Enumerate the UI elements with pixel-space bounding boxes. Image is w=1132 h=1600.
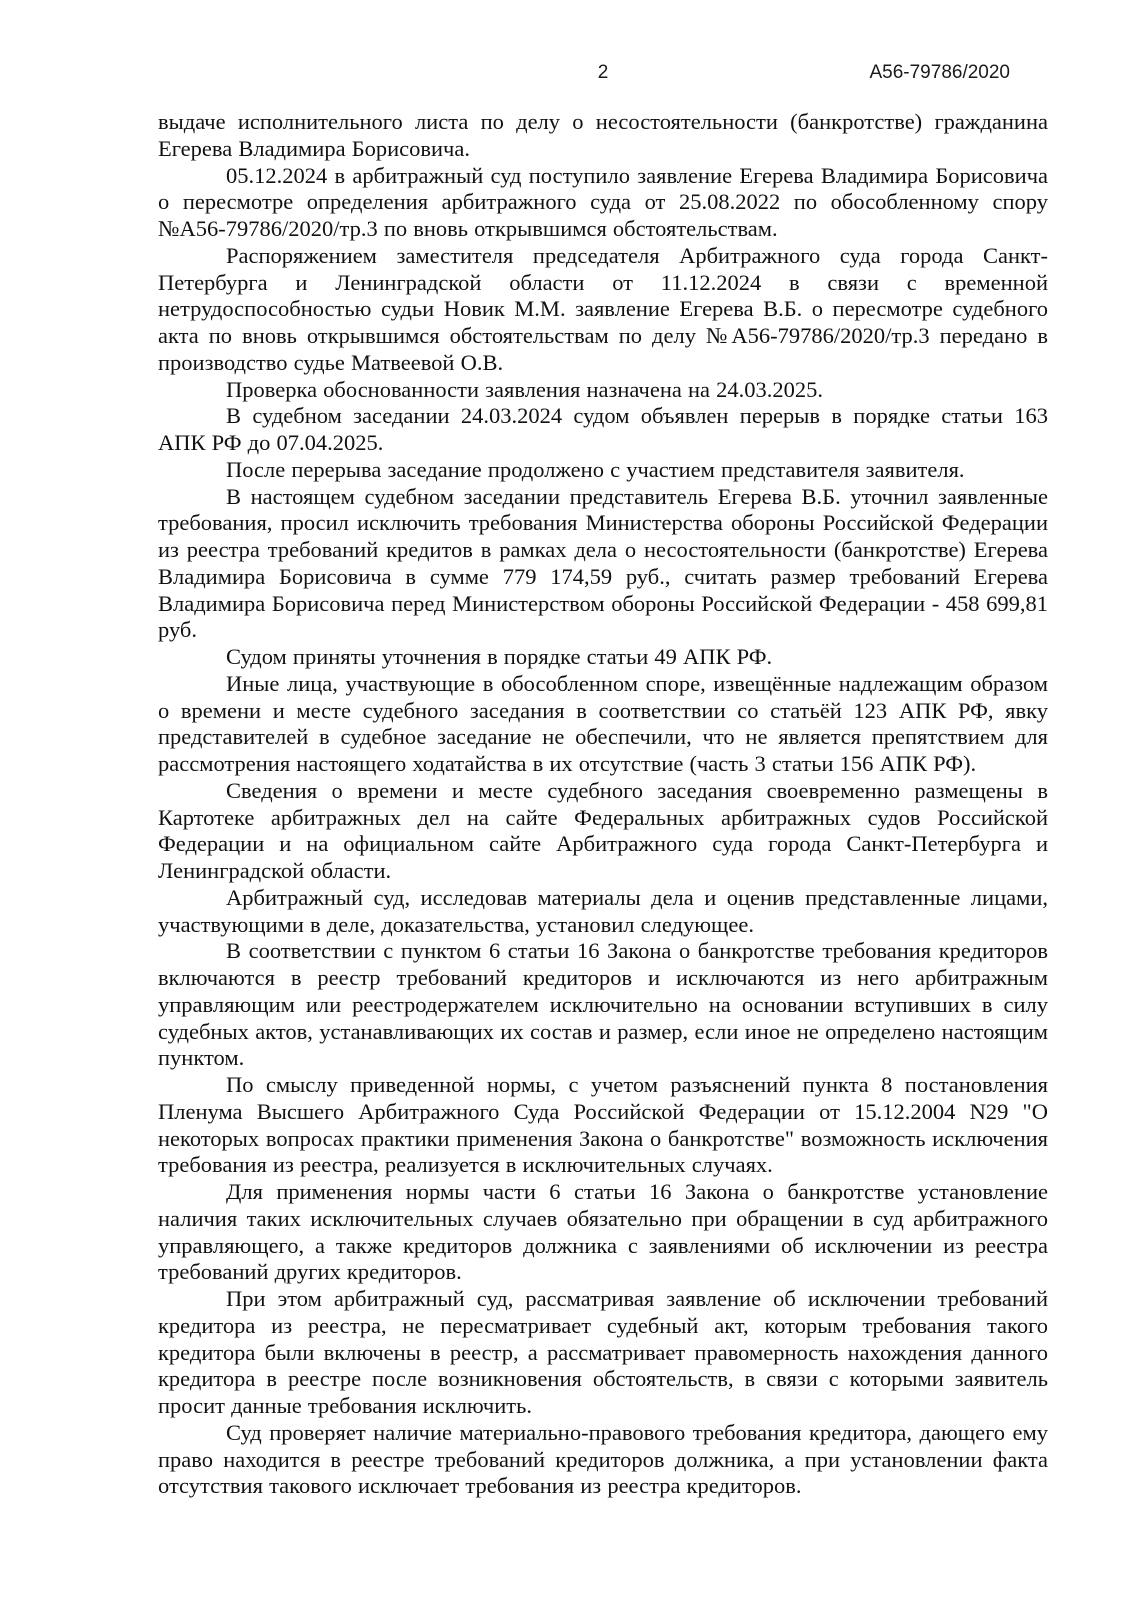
paragraph: При этом арбитражный суд, рассматривая заявление об исключении требований кредитора из реестра, не пересматривает судебный акт, которым требования такого кредитора были включены в реестр, а рассматривает правомерность нахождения данного кредитора в реестре после возникновения обстоятельств, в связи с которыми заявитель просит данные требования исключить.: [158, 1286, 1048, 1418]
paragraph: Судом приняты уточнения в порядке статьи 49 АПК РФ.: [226, 644, 773, 669]
paragraph: 05.12.2024 в арбитражный суд поступило заявление Егерева Владимира Борисовича о пересмотре определения арбитражного суда от 25.08.2022 по обособленному спору №А56-79786/2020/тр.3 по вновь открывшимся обстоятельствам.: [158, 162, 1048, 241]
paragraph: Проверка обоснованности заявления назначена на 24.03.2025.: [226, 376, 824, 402]
paragraph: Иные лица, участвующие в обособленном споре, извещённые надлежащим образом о времени и месте судебного заседания в соответствии со статьёй 123 АПК РФ, явку представителей в судебное заседание не обеспечили, что не является препятствием для рассмотрения настоящего ходатайства в их отсутствие (часть 3 статьи 156 АПК РФ).: [158, 670, 1048, 776]
paragraph: После перерыва заседание продолжено с участием представителя заявителя.: [226, 456, 965, 482]
paragraph: Сведения о времени и месте судебного заседания своевременно размещены в Картотеке арбитражных дел на сайте Федеральных арбитражных судов Российской Федерации и на официальном сайте Арбитражного суда города Санкт-Петербурга и Ленинградской области.: [158, 777, 1048, 883]
paragraph: По смыслу приведенной нормы, с учетом разъяснений пункта 8 постановления Пленума Высшего Арбитражного Суда Российской Федерации от 15.12.2004 N29 "О некоторых вопросах практики применения Закона о банкротстве" возможность исключения требования из реестра, реализуется в исключительных случаях.: [158, 1072, 1048, 1178]
paragraph: Арбитражный суд, исследовав материалы дела и оценив представленные лицами, участвующими в деле, доказательства, установил следующее.: [158, 884, 1048, 937]
paragraph: В настоящем судебном заседании представитель Егерева В.Б. уточнил заявленные требования, просил исключить требования Министерства обороны Российской Федерации из реестра требований кредитов в рамках дела о несостоятельности (банкротстве) Егерева Владимира Борисовича в сумме 779 174,59 руб., считать размер требований Егерева Владимира Борисовича перед Министерством обороны Российской Федерации - 458 699,81 руб.: [158, 483, 1048, 643]
page-number: 2: [597, 62, 609, 83]
document-body: [158, 109, 1048, 1500]
paragraph: выдаче исполнительного листа по делу о несостоятельности (банкротстве) гражданина Егерева Владимира Борисовича.: [158, 109, 1048, 161]
paragraph: В судебном заседании 24.03.2024 судом объявлен перерыв в порядке статьи 163 АПК РФ до 07.04.2025.: [158, 403, 1048, 455]
page-header: [158, 62, 1048, 84]
paragraph: Для применения нормы части 6 статьи 16 Закона о банкротстве установление наличия таких исключительных случаев обязательно при обращении в суд арбитражного управляющего, а также кредиторов должника с заявлениями об исключении из реестра требований других кредиторов.: [158, 1179, 1048, 1285]
paragraph: Суд проверяет наличие материально-правового требования кредитора, дающего ему право находится в реестре требований кредиторов должника, а при установлении факта отсутствия такового исключает требования из реестра кредиторов.: [158, 1419, 1048, 1499]
paragraph: В соответствии с пунктом 6 статьи 16 Закона о банкротстве требования кредиторов включаются в реестр требований кредиторов и исключаются из него арбитражным управляющим или реестродержателем исключительно на основании вступивших в силу судебных актов, устанавливающих их состав и размер, если иное не определено настоящим пунктом.: [158, 938, 1048, 1071]
paragraph: Распоряжением заместителя председателя Арбитражного суда города Санкт-Петербурга и Ленинградской области от 11.12.2024 в связи с временной нетрудоспособностью судьи Новик М.М. заявление Егерева В.Б. о пересмотре судебного акта по вновь открывшимся обстоятельствам по делу №А56-79786/2020/тр.3 передано в производство судье Матвеевой О.В.: [158, 242, 1048, 375]
case-number: А56-79786/2020: [869, 62, 1010, 83]
